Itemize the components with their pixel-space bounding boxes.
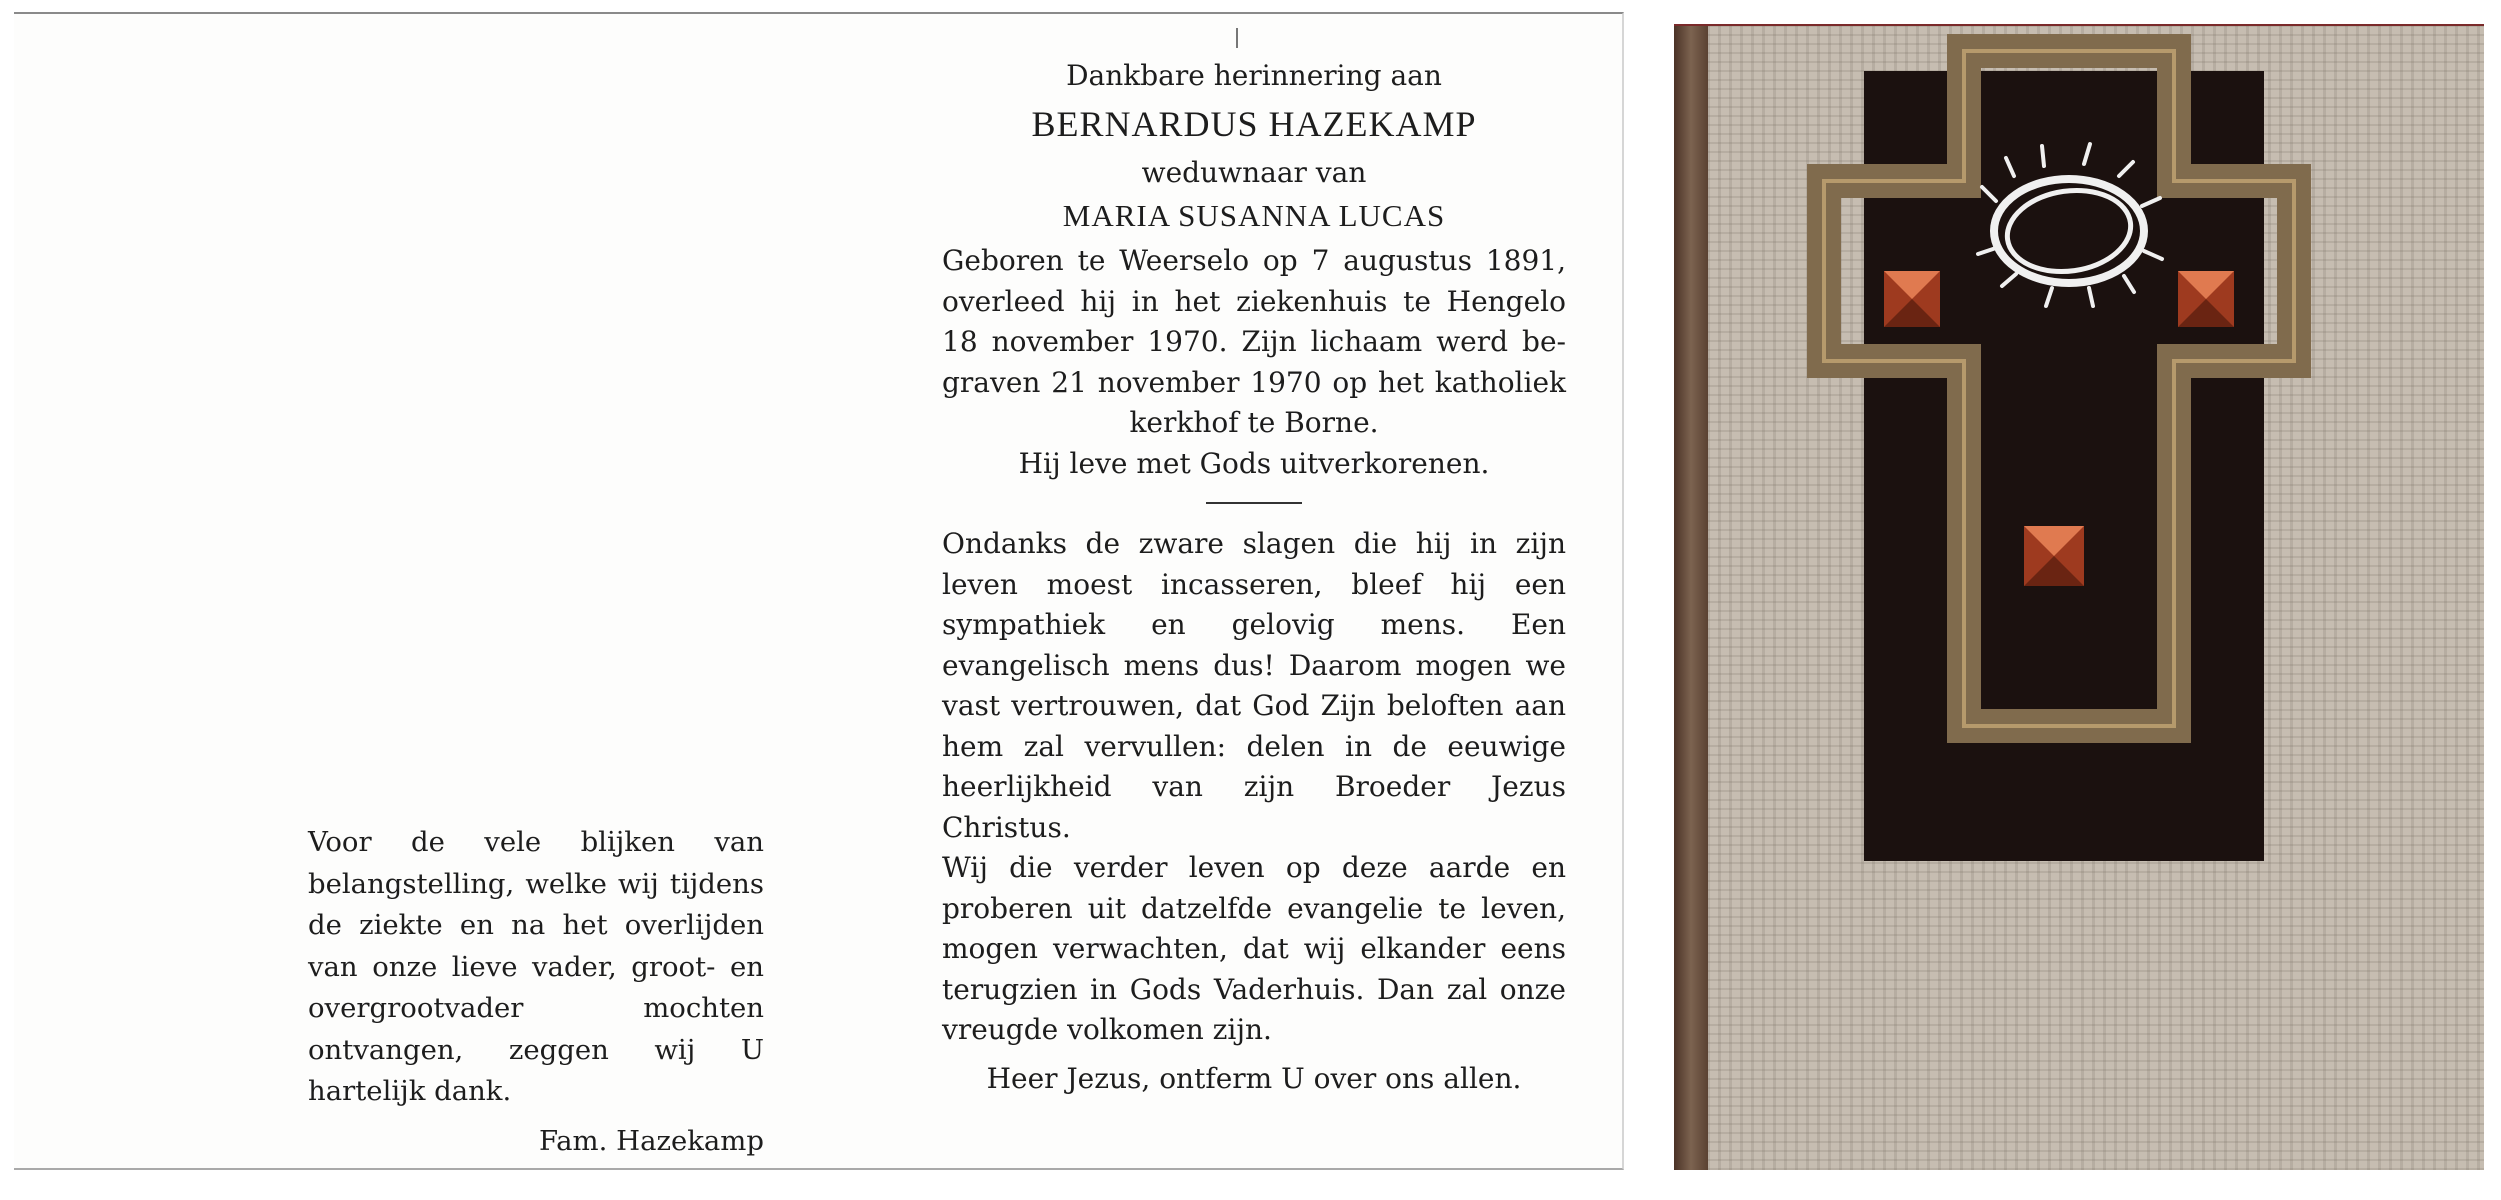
deceased-name: BERNARDUS HAZEKAMP bbox=[1031, 103, 1477, 144]
bio-line: kerkhof te Borne. bbox=[1129, 406, 1379, 439]
bio-line: Geboren te Weerselo op 7 augustus 1891, bbox=[942, 244, 1566, 277]
spouse-name: MARIA SUSANNA LUCAS bbox=[1062, 198, 1446, 233]
intro-line: Dankbare herinnering aan bbox=[1066, 59, 1442, 92]
divider-rule bbox=[1206, 502, 1302, 504]
memorial-card-image-side bbox=[1674, 24, 2484, 1170]
fold-mark bbox=[1236, 28, 1238, 48]
bio-line: graven 21 november 1970 op het katholiek bbox=[942, 365, 1566, 399]
blessing-line: Hij leve met Gods uitverkorenen. bbox=[1018, 446, 1490, 480]
relation-line: weduwnaar van bbox=[1141, 155, 1367, 189]
bio-line: 18 november 1970. Zijn lichaam werd be- bbox=[942, 325, 1566, 358]
thanks-paragraph: Voor de vele blijken van belangstelling, welke wij tijdens de ziekte en na het overlijden van onze lieve vader, groot- en overgrootvader mochten ontvangen, zeggen wij U hartelijk dank. bbox=[308, 826, 764, 1107]
gem-icon bbox=[1884, 271, 1940, 327]
reflection-paragraph: Ondanks de zware slagen die hij in zijn leven moest incasseren, bleef hij een sympathiek en gelovig mens. Een evangelisch mens dus! Daarom mogen we vast vertrouwen, dat God Zijn beloften aan hem zal vervullen: delen in de eeuwige heerlijkheid van zijn Broeder Jezus Christus. bbox=[942, 527, 1566, 844]
memorial-text bbox=[942, 56, 1566, 1099]
prayer-line: Heer Jezus, ontferm U over ons allen. bbox=[986, 1061, 1522, 1095]
thanks-block bbox=[308, 822, 764, 1162]
gem-icon bbox=[2178, 271, 2234, 327]
bio-block bbox=[942, 241, 1566, 444]
reflection-block bbox=[942, 524, 1566, 1099]
cross-artwork bbox=[1674, 26, 2484, 1170]
bio-line: overleed hij in het ziekenhuis te Hengelo bbox=[942, 284, 1566, 318]
hope-paragraph: Wij die verder leven op deze aarde en proberen uit datzelfde evangelie te leven, mogen verwachten, dat wij elkander eens terugzien in Gods Vaderhuis. Dan zal onze vreugde volkomen zijn. bbox=[942, 851, 1566, 1046]
memorial-card-text-side bbox=[14, 12, 1624, 1170]
gem-icon bbox=[2024, 526, 2084, 586]
signature: Fam. Hazekamp bbox=[538, 1124, 764, 1157]
